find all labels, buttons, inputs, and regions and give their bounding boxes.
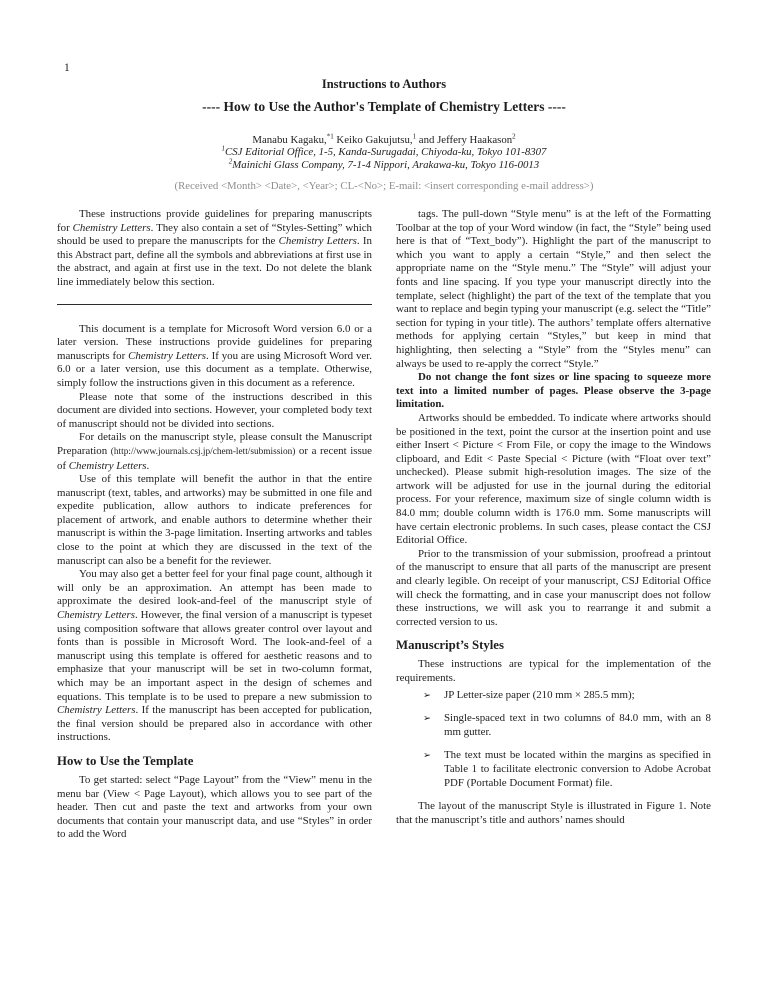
list-item-margins <box>396 749 711 790</box>
paragraph-layout-figure <box>396 800 711 827</box>
paragraph-requirements-intro <box>396 658 711 685</box>
text-run: Do not change the font sizes or line spacing to squeeze more text into a limited number of pages. Please observe the 3-page limitation. <box>396 371 711 411</box>
text-run: 1 <box>412 132 417 141</box>
bullet-arrow-icon: ➢ <box>423 750 431 762</box>
text-run: These instructions are typical for the implementation of the requirements. <box>396 658 711 684</box>
abstract-divider <box>57 304 372 305</box>
bullet-arrow-icon: ➢ <box>423 713 431 725</box>
list-item-columns <box>396 712 711 739</box>
text-run: Please note that some of the instructions described in this document are divided into sections. However, your completed body text of manuscript should not be divided into sections. <box>57 390 372 430</box>
section-heading-how-to-use: How to Use the Template <box>57 753 194 768</box>
text-run: 2 <box>512 132 516 141</box>
affiliation-2 <box>0 156 768 172</box>
page-number: 1 <box>64 62 70 74</box>
paragraph-font-size-warning <box>396 371 711 412</box>
left-column <box>57 208 372 842</box>
bullet-arrow-icon: ➢ <box>423 689 431 701</box>
section-heading-manuscripts-styles: Manuscript’s Styles <box>396 638 504 653</box>
paragraph-manuscript-style <box>57 431 372 473</box>
text-run: To get started: select “Page Layout” from the “View” menu in the menu bar (View < Page Layout), which allows you to see part of the header. Then cut and paste the text and artworks from your own documents that contain your manuscript data, and use “Styles” in order to add the Word <box>57 773 372 841</box>
text-run: . If you are using Microsoft Word ver. 6.0 or a later version, use this document as a template. Otherwise, simply follow the instructions given in this document as a reference. <box>57 349 372 389</box>
list-item-text <box>444 712 711 739</box>
text-run: CSJ Editorial Office, 1-5, Kanda-Surugadai, Chiyoda-ku, Tokyo 101-8307 <box>225 146 547 158</box>
text-run: JP Letter-size paper (210 mm × 285.5 mm); <box>444 688 635 701</box>
right-column <box>396 208 711 842</box>
text-run: The text must be located within the margins as specified in Table 1 to facilitate electronic conversion to Adobe Acrobat PDF (Portable Document Format) file. <box>444 749 711 789</box>
text-run: For details on the manuscript style, please consult the Manuscript Preparation <box>57 431 372 457</box>
text-run: 2 <box>228 156 233 165</box>
paragraph-artworks <box>396 412 711 548</box>
text-run: (http://www.journals.csj.jp/chem-lett/submission) <box>110 446 296 457</box>
paragraph-get-started <box>57 774 372 842</box>
two-column-body <box>0 208 768 842</box>
paper-header <box>0 0 768 192</box>
paragraph-page-count <box>57 568 372 745</box>
paper-subtitle: ---- How to Use the Author's Template of Chemistry Letters ---- <box>202 99 566 114</box>
text-run: and Jeffery Haakason <box>416 134 513 146</box>
paper-title: Instructions to Authors <box>321 77 447 91</box>
paragraph-style-menu <box>396 208 711 371</box>
text-run: The layout of the manuscript Style is illustrated in Figure 1. Note that the manuscript’s title and authors’ names should <box>396 800 711 826</box>
paragraph-sections-note <box>57 391 372 432</box>
list-item-text <box>444 689 711 703</box>
received-line: (Received <Month> <Date>, <Year>; CL-<No>; E-mail: <insert corresponding e-mail address>) <box>174 180 594 192</box>
text-run: Manabu Kagaku, <box>252 134 327 146</box>
text-run: Chemistry Letters <box>128 349 206 362</box>
text-run: Chemistry Letters <box>278 235 357 248</box>
abstract-paragraph <box>57 208 372 290</box>
text-run: These instructions provide guidelines for preparing manuscripts for <box>57 208 372 234</box>
text-run: Keiko Gakujutsu, <box>333 134 413 146</box>
paragraph-proofread <box>396 548 711 630</box>
text-run: . They also contain a set of “Styles-Setting” which should be used to prepare the manuscripts for the <box>57 221 373 248</box>
affiliation-1 <box>0 146 768 159</box>
text-run: Single-spaced text in two columns of 84.0 mm, with an 8 mm gutter. <box>444 712 711 738</box>
text-run: tags. The pull-down “Style menu” is at the left of the Formatting Toolbar at the top of your Word window (in fact, the “Style” being used here is that of “Text_body”). Highlight the part of the manuscript to which you want to apply a certain “Style,” and then select the appropriate name on the “Style menu.” The “Style” will adjust your fonts and line spacing. If you type your manuscript directly into the template, select (highlight) the part of the text of the template that you want to replace and begin typing your manuscript (e.g. select the “Title” section for typing in your title). The authors’ template offers alternative methods for applying certain “Styles,” but keep in mind that highlighting, then selecting a “Style” from the “Styles menu” can always be used to re-apply the correct “Style.” <box>396 208 711 370</box>
list-item-text <box>444 749 711 790</box>
text-run: Prior to the transmission of your submission, proofread a printout of the manuscript to ensure that all parts of the manuscript are present and clearly legible. On receipt of your manuscript, CSJ Editorial Office will check the formatting, and in case your manuscript does not follow these instructions, we will ask you to rearrange it and submit a corrected version to us. <box>396 547 711 628</box>
text-run: Chemistry Letters <box>68 459 147 472</box>
text-run: Artworks should be embedded. To indicate where artworks should be positioned in the text, point the cursor at the insertion point and use either Insert < Picture < From File, or copy the image to the Windows clipboard, and Edit < Paste Special < Picture (with “Float over text” unchecked). Please submit high-resolution images. The size of the artwork will be adjusted for use in the journal during the editorial process. For your reference, maximum size of single column width is 84.0 mm; double column width is 176.0 mm. Some manuscripts will have certain electronic problems. In such cases, please contact the CSJ Editorial Office. <box>396 411 711 547</box>
text-run: Chemistry Letters <box>57 609 135 622</box>
text-run: Chemistry Letters <box>57 704 136 717</box>
text-run: This document is a template for Microsoft Word version 6.0 or a later version. These instructions provide guidelines for preparing manuscripts for <box>57 322 372 362</box>
text-run: 1 <box>221 144 226 153</box>
text-run: Use of this template will benefit the author in that the entire manuscript (text, tables, and artworks) may be submitted in one file and expedite publication, allow authors to indicate preferences for placement of artwork, and enable authors to determine whether their manuscript is within the 3-page limitation. Inserting artworks and tables close to the point at which they are discussed in the text of the manuscript can also be a benefit for the reviewer. <box>57 473 372 567</box>
paragraph-template-benefit <box>57 473 372 568</box>
text-run: Mainichi Glass Company, 7-1-4 Nippori, Arakawa-ku, Tokyo 116-0013 <box>232 158 540 171</box>
text-run: Chemistry Letters <box>72 221 151 234</box>
list-item-paper-size <box>396 689 711 703</box>
text-run: You may also get a better feel for your final page count, although it will only be an approximation. An attempt has been made to approximate the desired look-and-feel of the manuscript style of <box>57 568 372 608</box>
text-run: . In this Abstract part, define all the symbols and abbreviations at first use in the abstract, and again at first use in the text. Do not delete the blank line immediately below this section. <box>57 235 372 288</box>
text-run: or a recent issue of <box>57 444 372 472</box>
authors-line <box>0 134 768 146</box>
text-run: . <box>146 459 150 472</box>
text-run: . If the manuscript has been accepted for publication, the final version should be prepared also in accordance with other instructions. <box>57 704 372 744</box>
text-run: *1 <box>326 132 334 141</box>
paragraph-template-intro <box>57 323 372 391</box>
text-run: . However, the final version of a manuscript is typeset using composition software that allows greater control over layout and fonts than is possible in Microsoft Word. The look-and-feel of a manuscript using this template is offered for aesthetic reasons and to emphasize that your manuscript will be set in two-column format, which may be an important aspect in the design of schemes and equations. This template is to be used to prepare a new submission to <box>57 609 372 703</box>
